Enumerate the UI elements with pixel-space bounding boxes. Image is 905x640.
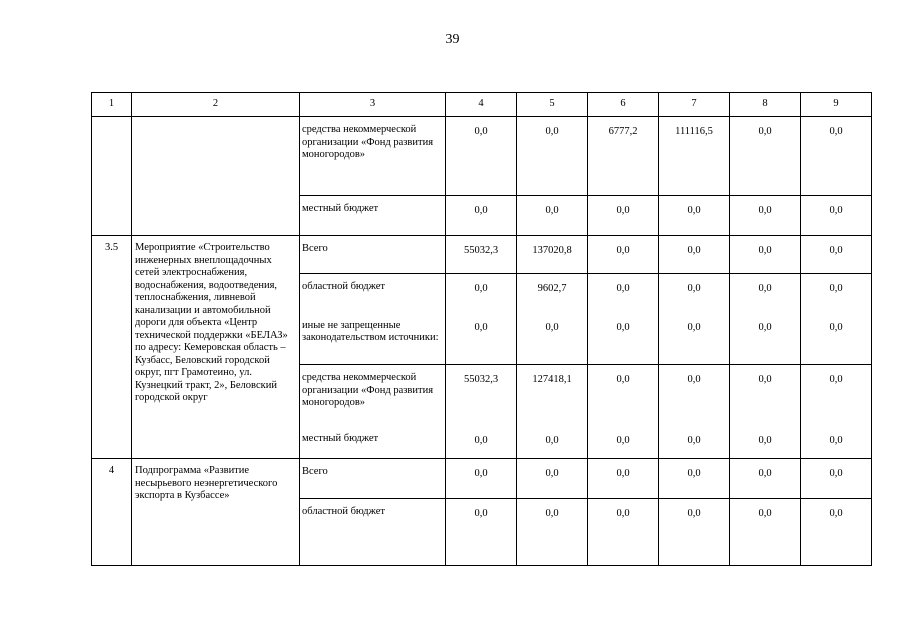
- value-cell: 0,0: [446, 313, 517, 365]
- value-cell: 55032,3: [446, 236, 517, 274]
- item-name-cell: Мероприятие «Строительство инженерных внеплощадочных сетей электроснабжения, водоснабжения, водоотведения, теплоснабжения, ливневой канализации и автомобильной дороги для объекта «Центр технической поддержки «БЕЛАЗ» по адресу: Кемеровская область – Кузбасс, Беловский городской округ, пгт Грамотеино, ул. Кузнецкий тракт, 2», Беловский городской округ: [132, 236, 300, 459]
- page-number: 39: [445, 32, 460, 47]
- value-cell: 0,0: [588, 313, 659, 365]
- value-cell: 0,0: [446, 499, 517, 566]
- value-cell: 0,0: [517, 459, 588, 499]
- funding-source-cell: областной бюджет: [300, 499, 446, 566]
- value-cell: 0,0: [730, 117, 801, 196]
- value-cell: 0,0: [801, 426, 872, 459]
- header-cell: 9: [801, 93, 872, 117]
- value-cell: 0,0: [801, 499, 872, 566]
- table-row: [92, 459, 872, 499]
- value-cell: 0,0: [588, 365, 659, 426]
- value-cell: 0,0: [446, 274, 517, 313]
- value-cell: 0,0: [730, 499, 801, 566]
- value-cell: 0,0: [517, 499, 588, 566]
- value-cell: 0,0: [801, 236, 872, 274]
- value-cell: 0,0: [730, 426, 801, 459]
- value-cell: 0,0: [659, 459, 730, 499]
- value-cell: 55032,3: [446, 365, 517, 426]
- value-cell: 0,0: [588, 426, 659, 459]
- funding-source-cell: Всего: [300, 459, 446, 499]
- header-cell: 7: [659, 93, 730, 117]
- value-cell: 0,0: [730, 236, 801, 274]
- item-number-cell: 4: [92, 459, 132, 566]
- value-cell: 0,0: [730, 274, 801, 313]
- value-cell: 0,0: [801, 196, 872, 236]
- value-cell: 0,0: [659, 499, 730, 566]
- value-cell: 0,0: [801, 117, 872, 196]
- table-row: [92, 117, 872, 196]
- item-number-cell: 3.5: [92, 236, 132, 459]
- value-cell: 0,0: [659, 236, 730, 274]
- value-cell: 0,0: [588, 274, 659, 313]
- table-row: [92, 236, 872, 274]
- value-cell: 0,0: [730, 196, 801, 236]
- value-cell: 0,0: [659, 426, 730, 459]
- funding-source-cell: Всего: [300, 236, 446, 274]
- value-cell: 0,0: [517, 117, 588, 196]
- funding-source-cell: средства некоммерческой организации «Фонд развития моногородов»: [300, 117, 446, 196]
- header-cell: 2: [132, 93, 300, 117]
- value-cell: 0,0: [588, 196, 659, 236]
- header-cell: 4: [446, 93, 517, 117]
- header-cell: 1: [92, 93, 132, 117]
- budget-table: [91, 92, 872, 566]
- value-cell: 0,0: [517, 196, 588, 236]
- item-name-cell: Подпрограмма «Развитие несырьевого неэнергетического экспорта в Кузбассе»: [132, 459, 300, 566]
- header-row: [92, 93, 872, 117]
- value-cell: 0,0: [730, 313, 801, 365]
- header-cell: 3: [300, 93, 446, 117]
- value-cell: 0,0: [588, 459, 659, 499]
- value-cell: 0,0: [730, 365, 801, 426]
- table-body: [92, 117, 872, 566]
- value-cell: 0,0: [446, 196, 517, 236]
- value-cell: 0,0: [801, 459, 872, 499]
- header-cell: 5: [517, 93, 588, 117]
- header-cell: 8: [730, 93, 801, 117]
- value-cell: 9602,7: [517, 274, 588, 313]
- value-cell: 0,0: [588, 236, 659, 274]
- value-cell: 0,0: [801, 274, 872, 313]
- value-cell: 0,0: [659, 365, 730, 426]
- value-cell: 0,0: [446, 459, 517, 499]
- value-cell: 0,0: [446, 426, 517, 459]
- value-cell: 0,0: [659, 274, 730, 313]
- value-cell: 111116,5: [659, 117, 730, 196]
- value-cell: 127418,1: [517, 365, 588, 426]
- value-cell: 0,0: [659, 196, 730, 236]
- item-name-cell: [132, 117, 300, 236]
- funding-source-cell: местный бюджет: [300, 196, 446, 236]
- value-cell: 0,0: [446, 117, 517, 196]
- funding-source-cell: иные не запрещенные законодательством источники:: [300, 313, 446, 365]
- header-cell: 6: [588, 93, 659, 117]
- value-cell: 0,0: [730, 459, 801, 499]
- value-cell: 137020,8: [517, 236, 588, 274]
- value-cell: 0,0: [588, 499, 659, 566]
- funding-source-cell: местный бюджет: [300, 426, 446, 459]
- value-cell: 0,0: [801, 365, 872, 426]
- item-number-cell: [92, 117, 132, 236]
- funding-source-cell: средства некоммерческой организации «Фонд развития моногородов»: [300, 365, 446, 426]
- funding-source-cell: областной бюджет: [300, 274, 446, 313]
- value-cell: 6777,2: [588, 117, 659, 196]
- value-cell: 0,0: [517, 426, 588, 459]
- value-cell: 0,0: [517, 313, 588, 365]
- value-cell: 0,0: [801, 313, 872, 365]
- value-cell: 0,0: [659, 313, 730, 365]
